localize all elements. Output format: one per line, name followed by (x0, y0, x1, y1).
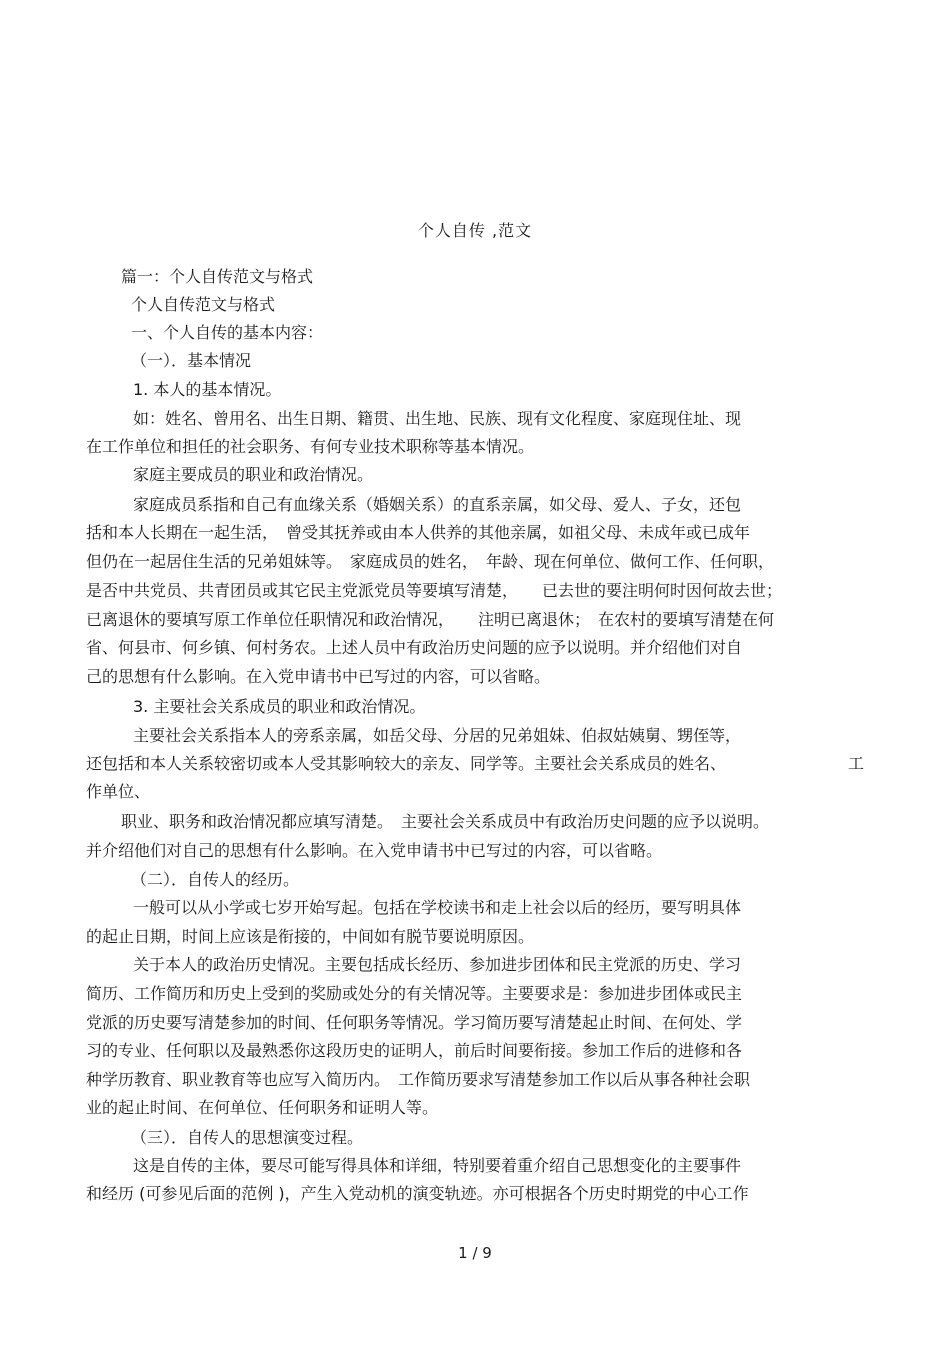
text-line: 篇一：个人自传范文与格式 (121, 267, 314, 286)
text-line: 简历、工作简历和历史上受到的奖励或处分的有关情况等。主要要求是：参加进步团体或民主 (86, 984, 743, 1003)
text-line: 一般可以从小学或七岁开始写起。包括在学校读书和走上社会以后的经历，要写明具体 (133, 898, 742, 917)
text-line: 已离退休的要填写原工作单位任职情况和政治情况， 注明已离退休； 在农村的要填写清楚在何 (86, 610, 775, 629)
text-line: 作单位、 (86, 782, 151, 801)
text-line: 是否中共党员、共青团员或其它民主党派党员等要填写清楚， 已去世的要注明何时因何故去世； (86, 581, 783, 600)
text-line: 习的专业、任何职以及最熟悉你这段历史的证明人，前后时间要衔接。参加工作后的进修和各 (86, 1041, 743, 1060)
text-line: 1. 本人的基本情况。 (133, 380, 282, 399)
page-number: 1 / 9 (458, 1244, 492, 1262)
document-title: 个人自传 ,范文 (417, 221, 533, 240)
text-line: 还包括和本人关系较密切或本人受其影响较大的亲友、同学等。主要社会关系成员的姓名、 (86, 754, 727, 773)
text-line: 如：姓名、曾用名、出生日期、籍贯、出生地、民族、现有文化程度、家庭现住址、现 (133, 409, 742, 428)
text-line: 一、个人自传的基本内容： (131, 323, 324, 342)
text-line: 职业、职务和政治情况都应填写清楚。 主要社会关系成员中有政治历史问题的应予以说明。 (121, 812, 770, 831)
text-line: （二）．自传人的经历。 (131, 870, 300, 889)
text-line: 种学历教育、职业教育等也应写入简历内。 工作简历要求写清楚参加工作以后从事各种社会职 (86, 1070, 751, 1089)
text-line: 业的起止时间、在何单位、任何职务和证明人等。 (86, 1098, 439, 1117)
text-line: 在工作单位和担任的社会职务、有何专业技术职称等基本情况。 (86, 437, 535, 456)
text-line: 关于本人的政治历史情况。主要包括成长经历、参加进步团体和民主党派的历史、学习 (133, 955, 742, 974)
text-line: 和经历 (可参见后面的范例 )，产生入党动机的演变轨迹。亦可根据各个历史时期党的中心工作 (86, 1184, 749, 1203)
text-line: 主要社会关系指本人的旁系亲属，如岳父母、分居的兄弟姐妹、伯叔姑姨舅、甥侄等， (133, 726, 742, 745)
text-line: （一）．基本情况 (131, 351, 252, 370)
text-line: 己的思想有什么影响。在入党申请书中已写过的内容，可以省略。 (86, 667, 551, 686)
text-line: 这是自传的主体，要尽可能写得具体和详细，特别要着重介绍自己思想变化的主要事件 (133, 1156, 742, 1175)
text-line: 家庭主要成员的职业和政治情况。 (133, 465, 374, 484)
text-line: 党派的历史要写清楚参加的时间、任何职务等情况。学习简历要写清楚起止时间、在何处、学 (86, 1013, 743, 1032)
text-line: （三）．自传人的思想演变过程。 (131, 1128, 364, 1147)
text-line: 省、何县市、何乡镇、何村务农。上述人员中有政治历史问题的应予以说明。并介绍他们对自 (86, 638, 743, 657)
text-line: 但仍在一起居住生活的兄弟姐妹等。 家庭成员的姓名， 年龄、现在何单位、做何工作、任何职， (86, 552, 775, 571)
text-line: 的起止日期，时间上应该是衔接的，中间如有脱节要说明原因。 (86, 927, 535, 946)
text-line: 3. 主要社会关系成员的职业和政治情况。 (133, 697, 426, 716)
text-line: 并介绍他们对自己的思想有什么影响。在入党申请书中已写过的内容，可以省略。 (86, 841, 663, 860)
text-line: 工 (848, 754, 865, 773)
text-line: 家庭成员系指和自己有血缘关系（婚姻关系）的直系亲属，如父母、爱人、子女，还包 (133, 495, 742, 514)
text-line: 括和本人长期在一起生活， 曾受其抚养或由本人供养的其他亲属，如祖父母、未成年或已成年 (86, 523, 751, 542)
text-line: 个人自传范文与格式 (131, 295, 276, 314)
